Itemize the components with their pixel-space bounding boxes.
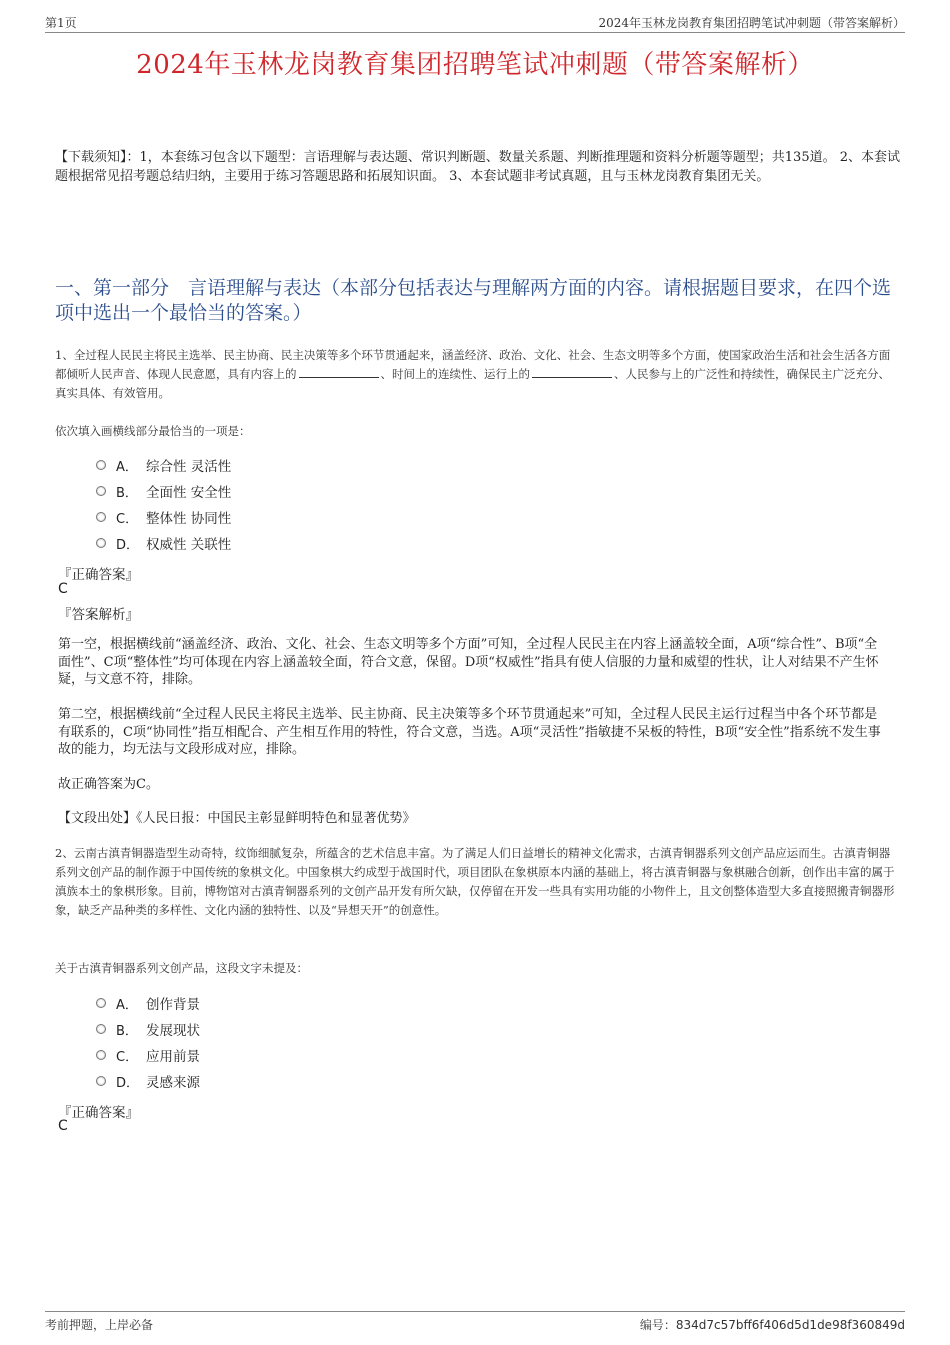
question-1-option-d[interactable]: D． 权威性 关联性 (96, 530, 231, 556)
section-heading: 一、第一部分 言语理解与表达（本部分包括表达与理解两方面的内容。请根据题目要求，在四个选项中选出一个最恰当的答案。） (55, 277, 892, 324)
question-1-stem-part1: 1、全过程人民民主将民主选举、民主协商、民主决策等多个环节贯通起来，涵盖经济、政治、文化、社会、生态文明等多个方面，使国家政治生活和社会生活各方面都倾听人民声音、体现人民意愿，具有内容上的 (55, 348, 891, 381)
question-2-answer-label: 『正确答案』 (58, 1105, 139, 1121)
download-notice: 【下载须知】：1，本套练习包含以下题型：言语理解与表达题、常识判断题、数量关系题、判断推理题和资料分析题等题型；共135道。 2、本套试题根据常见招考题总结归纳，主要用于练习答题思路和拓展知识面。 3、本套试题非考试真题，且与玉林龙岗教育集团无关。 (55, 150, 900, 184)
question-2-option-a[interactable]: A． 创作背景 (96, 990, 200, 1016)
question-2-option-d[interactable]: D． 灵感来源 (96, 1068, 200, 1094)
question-2-option-b[interactable]: B． 发展现状 (96, 1016, 200, 1042)
question-2-answer: C (58, 1118, 68, 1134)
fill-blank-1 (299, 366, 379, 378)
radio-icon[interactable] (96, 1076, 106, 1086)
question-1-stem-part2: 、时间上的连续性、运行上的 (380, 367, 530, 381)
header-doc-title: 2024年玉林龙岗教育集团招聘笔试冲刺题（带答案解析） (598, 16, 905, 30)
question-1-option-a[interactable]: A． 综合性 灵活性 (96, 452, 231, 478)
question-1-source: 【文段出处】《人民日报：中国民主彰显鲜明特色和显著优势》 (58, 811, 416, 826)
radio-icon[interactable] (96, 1050, 106, 1060)
radio-icon[interactable] (96, 538, 106, 548)
question-1-option-b[interactable]: B． 全面性 安全性 (96, 478, 231, 504)
question-1-options (96, 452, 231, 556)
question-1-analysis-label: 『答案解析』 (58, 607, 139, 623)
footer-code (640, 1316, 905, 1333)
question-1-analysis-para-1: 第一空，根据横线前“涵盖经济、政治、文化、社会、生态文明等多个方面”可知，全过程人民民主在内容上涵盖较全面，A项“综合性”、B项“全面性”、C项“整体性”均可体现在内容上涵盖较全面，符合文意，保留。D项“权威性”指具有使人信服的力量和威望的性状，让人对结果不产生怀疑，与文意不符，排除。 (58, 637, 879, 687)
question-1-prompt: 依次填入画横线部分最恰当的一项是： (55, 424, 251, 438)
question-2-prompt: 关于古滇青铜器系列文创产品，这段文字未提及： (55, 961, 308, 975)
radio-icon[interactable] (96, 486, 106, 496)
radio-icon[interactable] (96, 998, 106, 1008)
page-header (45, 12, 905, 33)
fill-blank-2 (532, 366, 612, 378)
page-number: 第1页 (45, 16, 77, 30)
question-2-option-c[interactable]: C． 应用前景 (96, 1042, 200, 1068)
page-footer (45, 1311, 905, 1334)
question-1-analysis-para-3: 故正确答案为C。 (58, 777, 159, 792)
question-1-analysis-para-2: 第二空，根据横线前“全过程人民民主将民主选举、民主协商、民主决策等多个环节贯通起来”可知，全过程人民民主运行过程当中各个环节都是有联系的，C项“协同性”指互相配合、产生相互作用的特性，符合文意，当选。A项“灵活性”指敏捷不呆板的特性，B项“安全性”指系统不发生事故的能力，均无法与文段形成对应，排除。 (58, 707, 881, 757)
question-2-stem: 2、云南古滇青铜器造型生动奇特，纹饰细腻复杂，所蕴含的艺术信息丰富。为了满足人们日益增长的精神文化需求，古滇青铜器系列文创产品应运而生。古滇青铜器系列文创产品的制作源于中国传统的象棋文化。中国象棋大约成型于战国时代，项目团队在象棋原本内涵的基础上，将古滇青铜器与象棋融合创新，创作出丰富的属于滇族本土的象棋形象。目前，博物馆对古滇青铜器系列的文创产品开发有所欠缺，仅停留在开发一些具有实用功能的小物件上，且文创整体造型大多直接照搬青铜器形象，缺乏产品种类的多样性、文化内涵的独特性、以及“异想天开”的创意性。 (55, 846, 895, 917)
question-2-options (96, 990, 200, 1094)
radio-icon[interactable] (96, 512, 106, 522)
radio-icon[interactable] (96, 1024, 106, 1034)
question-1-answer-label: 『正确答案』 (58, 567, 139, 583)
footer-code-value: 834d7c57bff6f406d5d1de98f360849d (675, 1318, 905, 1332)
question-1-stem (55, 346, 900, 403)
question-1-option-c[interactable]: C． 整体性 协同性 (96, 504, 231, 530)
document-title: 2024年玉林龙岗教育集团招聘笔试冲刺题（带答案解析） (136, 50, 814, 80)
footer-slogan: 考前押题，上岸必备 (45, 1318, 154, 1332)
footer-code-label: 编号： (639, 1318, 676, 1332)
question-1-stem-part3: 、人民参与上的广泛性和持续性，确保民主广泛充分、真实具体、有效管用。 (55, 367, 890, 400)
radio-icon[interactable] (96, 460, 106, 470)
question-1-answer: C (58, 581, 68, 597)
